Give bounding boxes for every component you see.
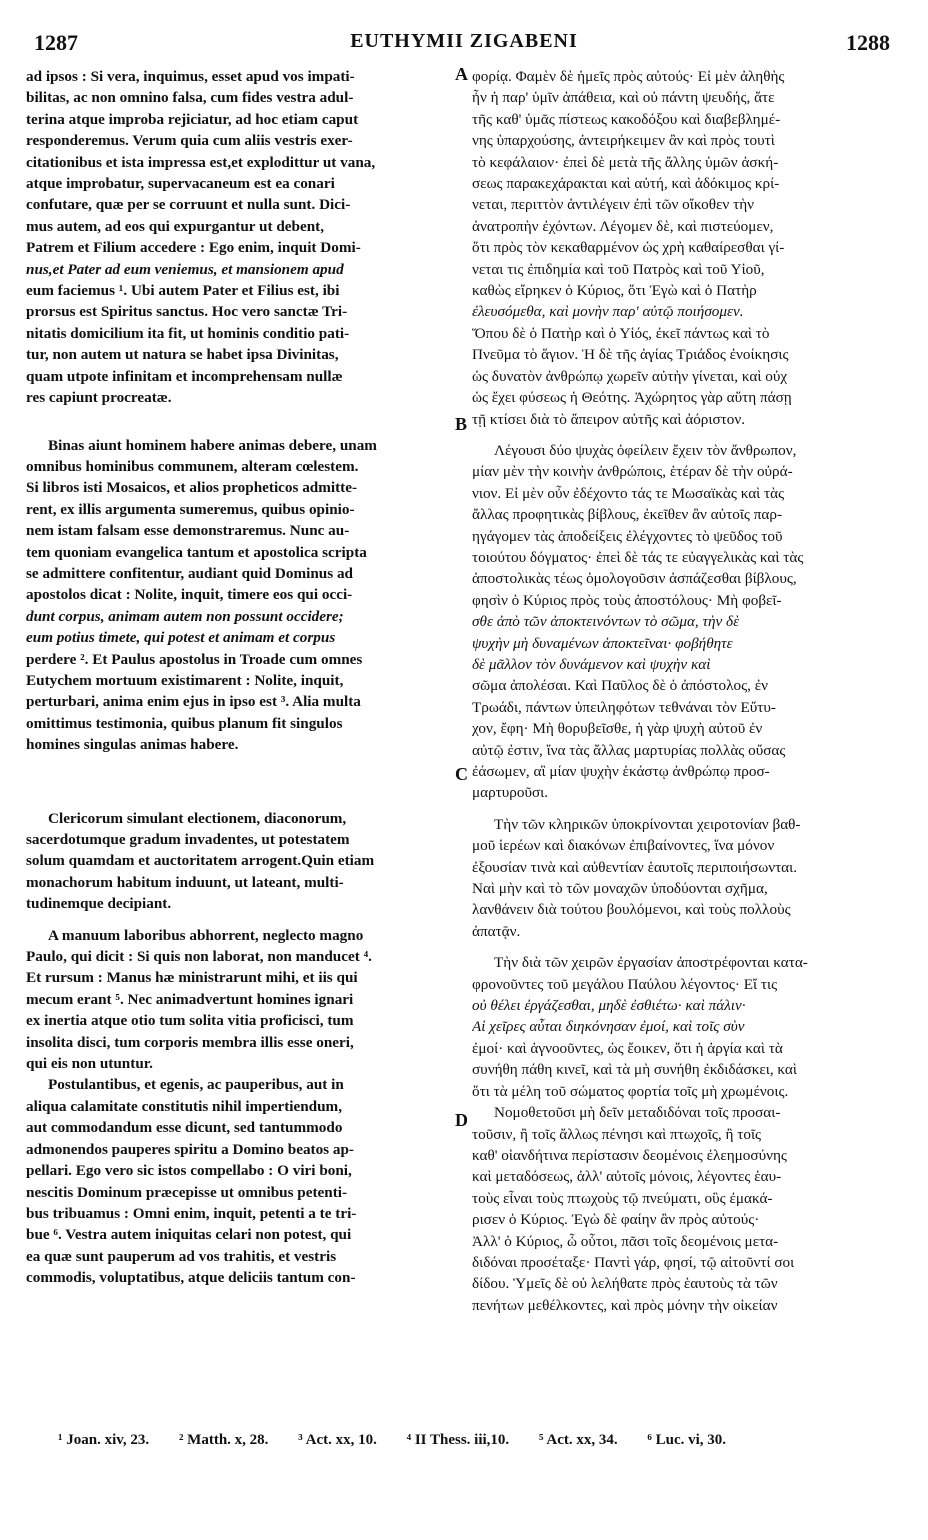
footnote: ⁵ Act. xx, 34. bbox=[538, 1432, 618, 1448]
margin-marker-b: B bbox=[455, 414, 468, 434]
text-line: Eutychem mortuum existimarent : Nolite, inquit, bbox=[26, 671, 344, 689]
text-line: Λέγουσι δύο ψυχὰς ὀφείλειν ἔχειν τὸν ἄνθρωπον, bbox=[494, 441, 797, 459]
text-line: perdere ². Et Paulus apostolus in Troade cum omnes bbox=[26, 650, 363, 668]
page-number-left: 1287 bbox=[34, 30, 78, 55]
text-line: Binas aiunt hominem habere animas debere, unam bbox=[48, 436, 377, 454]
text-line: omittimus testimonia, quibus planum fit singulos bbox=[26, 714, 343, 732]
greek-paragraph-5-cont bbox=[472, 1124, 906, 1317]
text-line: bus tribuamus : Omni enim, inquit, petenti a te tri- bbox=[26, 1204, 357, 1222]
text-line: σθε ἀπὸ τῶν ἀποκτεινόντων τὸ σῶμα, τὴν δὲ bbox=[472, 613, 740, 631]
text-line: καθὼς εἴρηκεν ὁ Κύριος, ὅτι Ἐγὼ καὶ ὁ Πατὴρ bbox=[472, 282, 757, 300]
text-line: solum quamdam et auctoritatem arrogent.Quin etiam bbox=[26, 852, 375, 870]
text-line: se admittere confitentur, audiant quid Dominus ad bbox=[26, 564, 353, 582]
text-line: τὸ κεφάλαιον· ἐπεὶ δὲ μετὰ τῆς ἄλλης ὑμῶν ἀσκή- bbox=[472, 153, 779, 171]
text-line: tudinemque decipiant. bbox=[26, 895, 172, 913]
text-line: Τρωάδι, πάντων ὑπειληφότων τεθνάναι τὸν Εὔτυ- bbox=[472, 698, 776, 716]
text-line: nus,et Pater ad eum veniemus, et mansionem apud bbox=[26, 260, 344, 278]
text-line: bue ⁶. Vestra autem iniquitas celari non potest, qui bbox=[26, 1226, 352, 1244]
text-line: sacerdotumque gradum invadentes, ut potestatem bbox=[26, 831, 350, 848]
text-line: Clericorum simulant electionem, diaconorum, bbox=[48, 809, 347, 827]
text-line: τῇ κτίσει διὰ τὸ ἄπειρον αὐτῆς καὶ ἀόριστον. bbox=[472, 410, 746, 428]
text-line: τοιούτου δόγματος· ἐπεὶ δὲ τάς τε εὐαγγελικὰς καὶ τὰς bbox=[472, 548, 804, 566]
text-line: ἄλλας προφητικὰς βίβλους, ἐκεῖθεν ἂν αὐτοῖς παρ- bbox=[472, 506, 783, 524]
greek-paragraph-4-cont bbox=[472, 974, 906, 1102]
latin-paragraph-2-cont bbox=[26, 456, 452, 756]
footnote: ⁶ Luc. vi, 30. bbox=[647, 1432, 727, 1448]
text-line: νεται τις ἐπιδημία καὶ τοῦ Πατρὸς καὶ τοῦ Υἱοῦ, bbox=[472, 260, 765, 278]
text-line: citationibus et ista impressa est,et explodittur ut vana, bbox=[26, 153, 376, 171]
text-line: δίδου. Ὑμεῖς δὲ οὐ λελήθατε πρὸς ἑαυτοὺς τὰ τῶν bbox=[472, 1275, 778, 1293]
text-line: ex inertia atque otio tum solita vitia proficisci, tum bbox=[26, 1012, 354, 1030]
latin-paragraph-3 bbox=[26, 808, 452, 829]
text-line: καὶ μεταδόσεως, ἀλλ' αὐτοῖς μόνοις, λέγοντες ἑαυ- bbox=[472, 1168, 782, 1186]
text-line: prorsus est Spiritus sanctus. Hoc vero sanctæ Tri- bbox=[26, 303, 348, 321]
text-line: quam utpote infinitam et incomprehensam nullæ bbox=[26, 367, 343, 385]
text-line: nem istam falsam esse demonstraremus. Nunc au- bbox=[26, 522, 350, 540]
text-line: φησὶν ὁ Κύριος πρὸς τοὺς ἀποστόλους· Μὴ φοβεῖ- bbox=[472, 591, 782, 609]
text-line: terina atque improba rejiciatur, ad hoc etiam caput bbox=[26, 110, 359, 128]
greek-paragraph-3-cont bbox=[472, 835, 906, 942]
text-line: eum potius timete, qui potest et animam et corpus bbox=[26, 629, 336, 647]
text-line: monachorum habitum induunt, ut lateant, multi- bbox=[26, 873, 344, 891]
footnote: ³ Act. xx, 10. bbox=[298, 1432, 377, 1448]
text-line: φρονοῦντες τοῦ μεγάλου Παύλου λέγοντος· Εἴ τις bbox=[472, 975, 778, 993]
text-line: λανθάνειν διὰ τούτου βουλόμενοι, καὶ τοὺς πολλοὺς bbox=[472, 901, 791, 919]
text-line: ἐμοί· καὶ ἀγνοοῦντες, ὡς ἔοικεν, ὅτι ἡ ἀργία καὶ τὰ bbox=[472, 1039, 783, 1057]
text-line: Ὅπου δὲ ὁ Πατὴρ καὶ ὁ Υἱός, ἐκεῖ πάντως καὶ τὸ bbox=[472, 324, 770, 342]
text-line: nitatis domicilium ita fit, ut hominis conditio pati- bbox=[26, 324, 350, 342]
margin-marker-d: D bbox=[455, 1110, 468, 1130]
text-line: aut commodandum esse dicunt, sed tantummodo bbox=[26, 1119, 343, 1137]
text-line: ὅτι τὰ μέλη τοῦ σώματος φορτία τοῖς μὴ χρωμένοις. bbox=[472, 1082, 789, 1100]
text-line: διδόναι προσέταξε· Παντὶ γάρ, φησί, τῷ αἰτοῦντί σοι bbox=[472, 1253, 795, 1271]
text-line: ἀποστολικὰς τέως ὁμολογοῦσιν ἀσπάζεσθαι βίβλους, bbox=[472, 570, 797, 588]
text-line: ρισεν ὁ Κύριος. Ἐγὼ δὲ φαίην ἂν πρὸς αὐτούς· bbox=[472, 1211, 760, 1229]
text-line: tur, non autem ut natura se habet ipsa Divinitas, bbox=[26, 346, 339, 364]
text-line: Τὴν διὰ τῶν χειρῶν ἐργασίαν ἀποστρέφονται κατα- bbox=[494, 954, 808, 972]
text-line: ὡς ἔχει φύσεως ἡ Θεότης. Ἀχώρητος γὰρ αὕτη πάσῃ bbox=[472, 389, 792, 407]
text-line: A manuum laboribus abhorrent, neglecto magno bbox=[48, 926, 364, 944]
text-line: Ἀλλ' ὁ Κύριος, ὦ οὗτοι, πᾶσι τοῖς δεομένοις μετα- bbox=[472, 1232, 779, 1250]
text-line: Ναὶ μὴν καὶ τὸ τῶν μοναχῶν ὑποδύονται σχῆμα, bbox=[472, 880, 768, 898]
text-line: δὲ μᾶλλον τὸν δυνάμενον καὶ ψυχὴν καὶ bbox=[472, 655, 711, 673]
greek-paragraph-2-cont bbox=[472, 461, 906, 804]
latin-paragraph-1 bbox=[26, 66, 452, 409]
text-line: tem quoniam evangelica tantum et apostolica scripta bbox=[26, 543, 367, 561]
text-line: ψυχὴν μὴ δυναμένων ἀποκτεῖναι· φοβήθητε bbox=[472, 634, 733, 652]
text-line: ἐάσωμεν, αἳ μίαν ψυχὴν ἑκάστῳ ἀνθρώπῳ προσ- bbox=[472, 763, 770, 780]
text-line: Paulo, qui dicit : Si quis non laborat, non manducet ⁴. bbox=[26, 948, 372, 966]
text-line: atque improbatur, supervacaneum est ea conari bbox=[26, 175, 335, 193]
text-line: Et rursum : Manus hæ ministrarunt mihi, et iis qui bbox=[26, 969, 358, 987]
footnote: ⁴ II Thess. iii,10. bbox=[406, 1432, 510, 1448]
text-line: τῆς καθ' ὑμᾶς πίστεως κακοδόξου καὶ διαβεβλημέ- bbox=[472, 110, 781, 128]
text-line: ad ipsos : Si vera, inquimus, esset apud vos impati- bbox=[26, 68, 355, 85]
greek-paragraph-5 bbox=[472, 1102, 906, 1123]
margin-marker-a: A bbox=[455, 64, 468, 84]
latin-paragraph-4 bbox=[26, 925, 452, 946]
text-line: χον, ἔφη· Μὴ θορυβεῖσθε, ἡ γὰρ ψυχὴ αὐτοῦ ἐν bbox=[472, 720, 763, 738]
footnote: ¹ Joan. xiv, 23. bbox=[58, 1432, 150, 1448]
latin-paragraph-5 bbox=[26, 1074, 452, 1095]
greek-column bbox=[472, 66, 906, 1316]
footnote: ² Matth. x, 28. bbox=[178, 1432, 269, 1448]
text-line: commodis, voluptatibus, atque deliciis tantum con- bbox=[26, 1269, 356, 1287]
text-line: ηγάγομεν τὰς ἀποδείξεις ἐλέγχοντες τὸ ψεῦδος τοῦ bbox=[472, 527, 783, 545]
text-line: ὡς δυνατὸν ἀνθρώπῳ χωρεῖν αὐτὴν γίνεται, καὶ οὐχ bbox=[472, 367, 788, 385]
text-line: Si libros isti Mosaicos, et alios propheticos admitte- bbox=[26, 479, 358, 497]
text-line: perturbari, anima enim ejus in ipso est ³. Alia multa bbox=[26, 693, 361, 711]
text-line: σεως παρακεχάρακται καὶ αὐτή, καὶ ἀδόκιμος κρί- bbox=[472, 175, 780, 193]
margin-marker-c: C bbox=[455, 764, 468, 784]
footnotes bbox=[58, 1432, 878, 1449]
page-number-right: 1288 bbox=[846, 30, 890, 55]
text-line: ἐλευσόμεθα, καὶ μονὴν παρ' αὐτῷ ποιήσομεν. bbox=[472, 303, 744, 321]
text-line: Postulantibus, et egenis, ac pauperibus, aut in bbox=[48, 1076, 344, 1094]
text-line: αὐτῷ ἐστιν, ἵνα τὰς ἄλλας μαρτυρίας πολλὰς οὔσας bbox=[472, 741, 786, 759]
text-line: οὐ θέλει ἐργάζεσθαι, μηδὲ ἐσθιέτω· καὶ πάλιν· bbox=[472, 997, 746, 1015]
text-line: σῶμα ἀπολέσαι. Καὶ Παῦλος δὲ ὁ ἀπόστολος, ἐν bbox=[472, 677, 768, 695]
text-line: μαρτυροῦσι. bbox=[472, 784, 549, 802]
greek-paragraph-3 bbox=[472, 814, 906, 835]
text-line: aliqua calamitate constitutis nihil impertiendum, bbox=[26, 1097, 342, 1115]
text-line: rent, ex illis argumenta sumeremus, quibus opinio- bbox=[26, 500, 355, 518]
latin-column bbox=[26, 66, 452, 1289]
text-line: insolita disci, tum corporis membra illis esse oneri, bbox=[26, 1033, 354, 1051]
text-line: τοὺς εἶναι τοὺς πτωχοὺς τῷ πνεύματι, οὓς ἐμακά- bbox=[472, 1189, 773, 1207]
text-line: ἦν ἡ παρ' ὑμῖν ἀπάθεια, καὶ οὐ πάντη ψευδής, ἅτε bbox=[472, 89, 775, 107]
text-line: eum faciemus ¹. Ubi autem Pater et Filius est, ibi bbox=[26, 282, 340, 300]
greek-paragraph-1 bbox=[472, 66, 906, 430]
text-line: apostolos dicat : Nolite, inquit, timere eos qui occi- bbox=[26, 586, 353, 604]
greek-paragraph-4 bbox=[472, 952, 906, 973]
text-line: πενήτων μεθέλκοντες, καὶ πρὸς μόνην τὴν οἰκείαν bbox=[472, 1296, 778, 1314]
text-line: pellari. Ego vero sic istos compellabo : O viri boni, bbox=[26, 1162, 352, 1180]
text-line: ἐξουσίαν τινὰ καὶ αὐθεντίαν ἑαυτοῖς περιποιήσωνται. bbox=[472, 858, 798, 876]
greek-paragraph-2 bbox=[472, 440, 906, 461]
text-line: ἀνατροπὴν ἐχόντων. Λέγομεν δὲ, καὶ πιστεύομεν, bbox=[472, 217, 774, 235]
text-line: Patrem et Filium accedere : Ego enim, inquit Domi- bbox=[26, 239, 361, 257]
text-line: συνήθη πάθη κινεῖ, καὶ τὰ μὴ συνήθη ἐκδιδάσκει, καὶ bbox=[472, 1061, 797, 1079]
text-line: Νομοθετοῦσι μὴ δεῖν μεταδιδόναι τοῖς προσαι- bbox=[494, 1104, 781, 1122]
page-header bbox=[0, 6, 928, 55]
latin-paragraph-5-cont bbox=[26, 1096, 452, 1289]
text-line: qui eis non utuntur. bbox=[26, 1055, 153, 1073]
text-line: νης ὑπαρχούσης, ἀντειρήκειμεν ἂν καὶ πρὸς τουτὶ bbox=[472, 132, 775, 150]
text-line: Πνεῦμα τὸ ἅγιον. Ἡ δὲ τῆς ἁγίας Τριάδος ἐνοίκησις bbox=[472, 346, 789, 364]
text-line: μίαν μὲν τὴν κοινὴν ἀνθρώποις, ἑτέραν δὲ τὴν οὐρά- bbox=[472, 463, 793, 481]
latin-paragraph-3-cont bbox=[26, 829, 452, 915]
text-line: omnibus hominibus communem, alteram cœlestem. bbox=[26, 457, 359, 475]
text-line: τοῦσιν, ἢ τοῖς ἄλλως πένησι καὶ πτωχοῖς, ἢ τοῖς bbox=[472, 1125, 762, 1143]
text-line: ἀπατᾷν. bbox=[472, 922, 521, 940]
text-line: νιον. Εἰ μὲν οὖν ἐδέχοντο τάς τε Μωσαϊκὰς καὶ τὰς bbox=[472, 484, 785, 502]
text-line: responderemus. Verum quia cum aliis vestris exer- bbox=[26, 132, 353, 150]
text-line: dunt corpus, animam autem non possunt occidere; bbox=[26, 607, 344, 625]
text-line: mecum erant ⁵. Nec animadvertunt homines ignari bbox=[26, 990, 354, 1008]
text-line: homines singulas animas habere. bbox=[26, 736, 239, 754]
latin-paragraph-2 bbox=[26, 435, 452, 456]
text-line: res capiunt procreatæ. bbox=[26, 389, 172, 407]
text-line: ὅτι πρὸς τὸν κεκαθαρμένον ὡς χρὴ καθαίρεσθαι γί- bbox=[472, 239, 785, 257]
text-line: Αἱ χεῖρες αὗται διηκόνησαν ἐμοί, καὶ τοῖς σὺν bbox=[472, 1018, 745, 1036]
text-line: νεται, περιττὸν ἀντιλέγειν ἐπὶ τῶν οἴκοθεν τὴν bbox=[472, 196, 755, 214]
text-line: confutare, quæ per se corruunt et nulla sunt. Dici- bbox=[26, 196, 351, 214]
text-line: μοῦ ἱερέων καὶ διακόνων ἐπιβαίνοντες, ἵνα μόνον bbox=[472, 837, 775, 855]
text-line: Τὴν τῶν κληρικῶν ὑποκρίνονται χειροτονίαν βαθ- bbox=[494, 815, 801, 833]
running-title: EUTHYMII ZIGABENI bbox=[350, 30, 578, 52]
text-line: φορίᾳ. Φαμὲν δὲ ἡμεῖς πρὸς αὐτούς· Εἰ μὲν ἀληθὴς bbox=[472, 68, 785, 85]
text-line: καθ' οἱανδήτινα περίστασιν δεομένοις ἐλεημοσύνης bbox=[472, 1146, 787, 1164]
text-line: ea quæ sunt pauperum ad vos trahitis, et vestris bbox=[26, 1247, 337, 1265]
text-line: bilitas, ac non omnino falsa, cum fides vestra adul- bbox=[26, 89, 354, 107]
text-line: admonendos pauperes spiritu a Domino beatos ap- bbox=[26, 1140, 354, 1158]
text-line: nescitis Dominum præcepisse ut omnibus petenti- bbox=[26, 1183, 348, 1201]
latin-paragraph-4-cont bbox=[26, 946, 452, 1074]
text-line: mus autem, ad eos qui expurgantur ut debent, bbox=[26, 217, 325, 235]
